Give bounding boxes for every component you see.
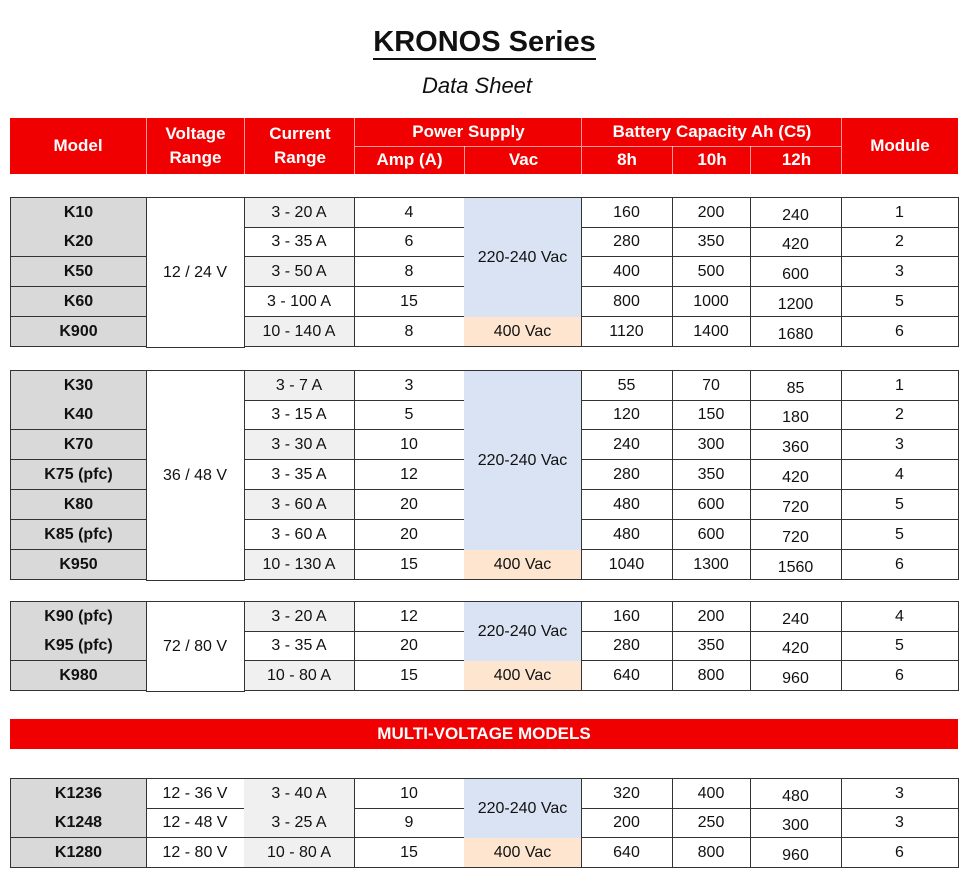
current-range-cell: 3 - 30 A: [244, 430, 355, 460]
capacity-10h-cell: 300: [672, 430, 751, 460]
current-range-cell: 3 - 60 A: [244, 490, 355, 520]
capacity-8h-cell: 280: [581, 227, 673, 257]
table-group-12-24v: [10, 197, 958, 348]
header-vac: Vac: [508, 150, 539, 169]
capacity-8h-cell: 400: [581, 257, 673, 287]
capacity-10h-cell: 400: [672, 778, 751, 809]
current-range-cell: 3 - 50 A: [244, 257, 355, 287]
capacity-12h-cell: 240: [750, 601, 842, 632]
amp-cell: 4: [354, 197, 465, 228]
amp-cell: 20: [354, 490, 465, 520]
current-range-cell: 3 - 40 A: [244, 778, 355, 809]
module-cell: 2: [841, 400, 959, 430]
current-range-cell: 3 - 20 A: [244, 601, 355, 632]
model-cell: K95 (pfc): [10, 631, 147, 661]
model-cell: K90 (pfc): [10, 601, 147, 632]
capacity-12h-cell: 420: [750, 227, 842, 257]
capacity-8h-cell: 240: [581, 430, 673, 460]
capacity-12h-cell: 960: [750, 838, 842, 868]
capacity-8h-cell: 320: [581, 778, 673, 809]
current-range-cell: 10 - 140 A: [244, 317, 355, 347]
page-title: KRONOS Series: [373, 26, 596, 58]
module-cell: 2: [841, 227, 959, 257]
amp-cell: 15: [354, 661, 465, 691]
model-cell: K980: [10, 661, 147, 691]
current-range-cell: 3 - 15 A: [244, 400, 355, 430]
capacity-8h-cell: 200: [581, 808, 673, 838]
header-power-supply: Power Supply: [412, 122, 525, 141]
capacity-8h-cell: 480: [581, 520, 673, 550]
module-cell: 6: [841, 661, 959, 691]
module-cell: 3: [841, 778, 959, 809]
amp-cell: 9: [354, 808, 465, 838]
header-amp: Amp (A): [376, 150, 443, 169]
voltage-range-cell: 72 / 80 V: [146, 601, 245, 692]
amp-cell: 15: [354, 838, 465, 868]
capacity-12h-cell: 420: [750, 460, 842, 490]
vac-cell: 220-240 Vac: [464, 778, 582, 839]
module-cell: 5: [841, 490, 959, 520]
capacity-8h-cell: 640: [581, 661, 673, 691]
amp-cell: 8: [354, 317, 465, 347]
amp-cell: 12: [354, 460, 465, 490]
amp-cell: 20: [354, 520, 465, 550]
capacity-10h-cell: 350: [672, 460, 751, 490]
capacity-12h-cell: 1680: [750, 317, 842, 347]
header-divider: [355, 146, 581, 147]
header-divider: [750, 146, 751, 174]
voltage-range-cell: 12 / 24 V: [146, 197, 245, 348]
model-cell: K900: [10, 317, 147, 347]
vac-cell: 220-240 Vac: [464, 601, 582, 662]
capacity-8h-cell: 120: [581, 400, 673, 430]
header-10h: 10h: [697, 150, 727, 169]
current-range-cell: 10 - 130 A: [244, 550, 355, 580]
model-cell: K10: [10, 197, 147, 228]
model-cell: K85 (pfc): [10, 520, 147, 550]
capacity-10h-cell: 600: [672, 490, 751, 520]
vac-cell: 220-240 Vac: [464, 370, 582, 551]
capacity-12h-cell: 240: [750, 197, 842, 228]
capacity-10h-cell: 350: [672, 227, 751, 257]
capacity-12h-cell: 600: [750, 257, 842, 287]
header-divider: [244, 118, 245, 174]
amp-cell: 6: [354, 227, 465, 257]
capacity-12h-cell: 720: [750, 490, 842, 520]
voltage-range-cell: 36 / 48 V: [146, 370, 245, 581]
module-cell: 5: [841, 631, 959, 661]
capacity-10h-cell: 800: [672, 661, 751, 691]
amp-cell: 12: [354, 601, 465, 632]
capacity-12h-cell: 480: [750, 778, 842, 809]
amp-cell: 10: [354, 778, 465, 809]
module-cell: 4: [841, 601, 959, 632]
header-current-range: Current Range: [269, 124, 331, 167]
current-range-cell: 10 - 80 A: [244, 661, 355, 691]
voltage-range-cell: 12 - 48 V: [146, 808, 245, 838]
module-cell: 3: [841, 257, 959, 287]
capacity-12h-cell: 360: [750, 430, 842, 460]
model-cell: K1236: [10, 778, 147, 809]
model-cell: K20: [10, 227, 147, 257]
capacity-12h-cell: 1200: [750, 287, 842, 317]
header-divider: [146, 118, 147, 174]
capacity-8h-cell: 160: [581, 601, 673, 632]
current-range-cell: 3 - 20 A: [244, 197, 355, 228]
capacity-10h-cell: 500: [672, 257, 751, 287]
module-cell: 5: [841, 287, 959, 317]
capacity-12h-cell: 720: [750, 520, 842, 550]
header-divider: [672, 146, 673, 174]
capacity-10h-cell: 200: [672, 601, 751, 632]
header-module: Module: [870, 136, 930, 155]
header-divider: [582, 146, 841, 147]
capacity-10h-cell: 1300: [672, 550, 751, 580]
capacity-8h-cell: 1040: [581, 550, 673, 580]
capacity-10h-cell: 1000: [672, 287, 751, 317]
vac-cell: 400 Vac: [464, 838, 582, 868]
current-range-cell: 3 - 35 A: [244, 227, 355, 257]
amp-cell: 3: [354, 370, 465, 401]
header-8h: 8h: [617, 150, 637, 169]
capacity-12h-cell: 420: [750, 631, 842, 661]
vac-cell: 220-240 Vac: [464, 197, 582, 318]
module-cell: 1: [841, 370, 959, 401]
vac-cell: 400 Vac: [464, 550, 582, 580]
capacity-8h-cell: 800: [581, 287, 673, 317]
header-model: Model: [53, 136, 103, 155]
page-subtitle: Data Sheet: [421, 73, 533, 98]
model-cell: K1248: [10, 808, 147, 838]
current-range-cell: 3 - 60 A: [244, 520, 355, 550]
model-cell: K70: [10, 430, 147, 460]
module-cell: 3: [841, 430, 959, 460]
amp-cell: 20: [354, 631, 465, 661]
header-battery-capacity: Battery Capacity Ah (C5): [612, 122, 812, 141]
module-cell: 6: [841, 838, 959, 868]
table-group-multi-voltage: [10, 778, 958, 869]
header-divider: [841, 118, 842, 174]
capacity-10h-cell: 70: [672, 370, 751, 401]
module-cell: 5: [841, 520, 959, 550]
current-range-cell: 3 - 7 A: [244, 370, 355, 401]
capacity-12h-cell: 85: [750, 370, 842, 401]
current-range-cell: 3 - 100 A: [244, 287, 355, 317]
capacity-12h-cell: 960: [750, 661, 842, 691]
model-cell: K75 (pfc): [10, 460, 147, 490]
model-cell: K950: [10, 550, 147, 580]
model-cell: K1280: [10, 838, 147, 868]
model-cell: K40: [10, 400, 147, 430]
vac-cell: 400 Vac: [464, 317, 582, 347]
table-group-36-48v: [10, 370, 958, 581]
capacity-8h-cell: 480: [581, 490, 673, 520]
amp-cell: 15: [354, 550, 465, 580]
header-voltage-range: Voltage Range: [165, 124, 226, 167]
capacity-8h-cell: 160: [581, 197, 673, 228]
capacity-8h-cell: 1120: [581, 317, 673, 347]
capacity-8h-cell: 55: [581, 370, 673, 401]
capacity-10h-cell: 200: [672, 197, 751, 228]
model-cell: K60: [10, 287, 147, 317]
capacity-12h-cell: 300: [750, 808, 842, 838]
current-range-cell: 3 - 25 A: [244, 808, 355, 838]
capacity-10h-cell: 800: [672, 838, 751, 868]
capacity-12h-cell: 180: [750, 400, 842, 430]
module-cell: 4: [841, 460, 959, 490]
voltage-range-cell: 12 - 80 V: [146, 838, 245, 868]
model-cell: K80: [10, 490, 147, 520]
capacity-8h-cell: 280: [581, 631, 673, 661]
header-divider: [464, 146, 465, 174]
capacity-10h-cell: 600: [672, 520, 751, 550]
current-range-cell: 10 - 80 A: [244, 838, 355, 868]
amp-cell: 10: [354, 430, 465, 460]
amp-cell: 5: [354, 400, 465, 430]
module-cell: 6: [841, 550, 959, 580]
vac-cell: 400 Vac: [464, 661, 582, 691]
capacity-10h-cell: 150: [672, 400, 751, 430]
module-cell: 1: [841, 197, 959, 228]
capacity-8h-cell: 640: [581, 838, 673, 868]
model-cell: K30: [10, 370, 147, 401]
multi-voltage-banner: MULTI-VOLTAGE MODELS: [10, 719, 958, 749]
module-cell: 6: [841, 317, 959, 347]
table-group-72-80v: [10, 601, 958, 692]
capacity-10h-cell: 250: [672, 808, 751, 838]
amp-cell: 8: [354, 257, 465, 287]
voltage-range-cell: 12 - 36 V: [146, 778, 245, 809]
amp-cell: 15: [354, 287, 465, 317]
capacity-8h-cell: 280: [581, 460, 673, 490]
table-header: [10, 118, 958, 174]
current-range-cell: 3 - 35 A: [244, 631, 355, 661]
capacity-12h-cell: 1560: [750, 550, 842, 580]
module-cell: 3: [841, 808, 959, 838]
capacity-10h-cell: 1400: [672, 317, 751, 347]
header-12h: 12h: [781, 150, 812, 169]
current-range-cell: 3 - 35 A: [244, 460, 355, 490]
model-cell: K50: [10, 257, 147, 287]
capacity-10h-cell: 350: [672, 631, 751, 661]
